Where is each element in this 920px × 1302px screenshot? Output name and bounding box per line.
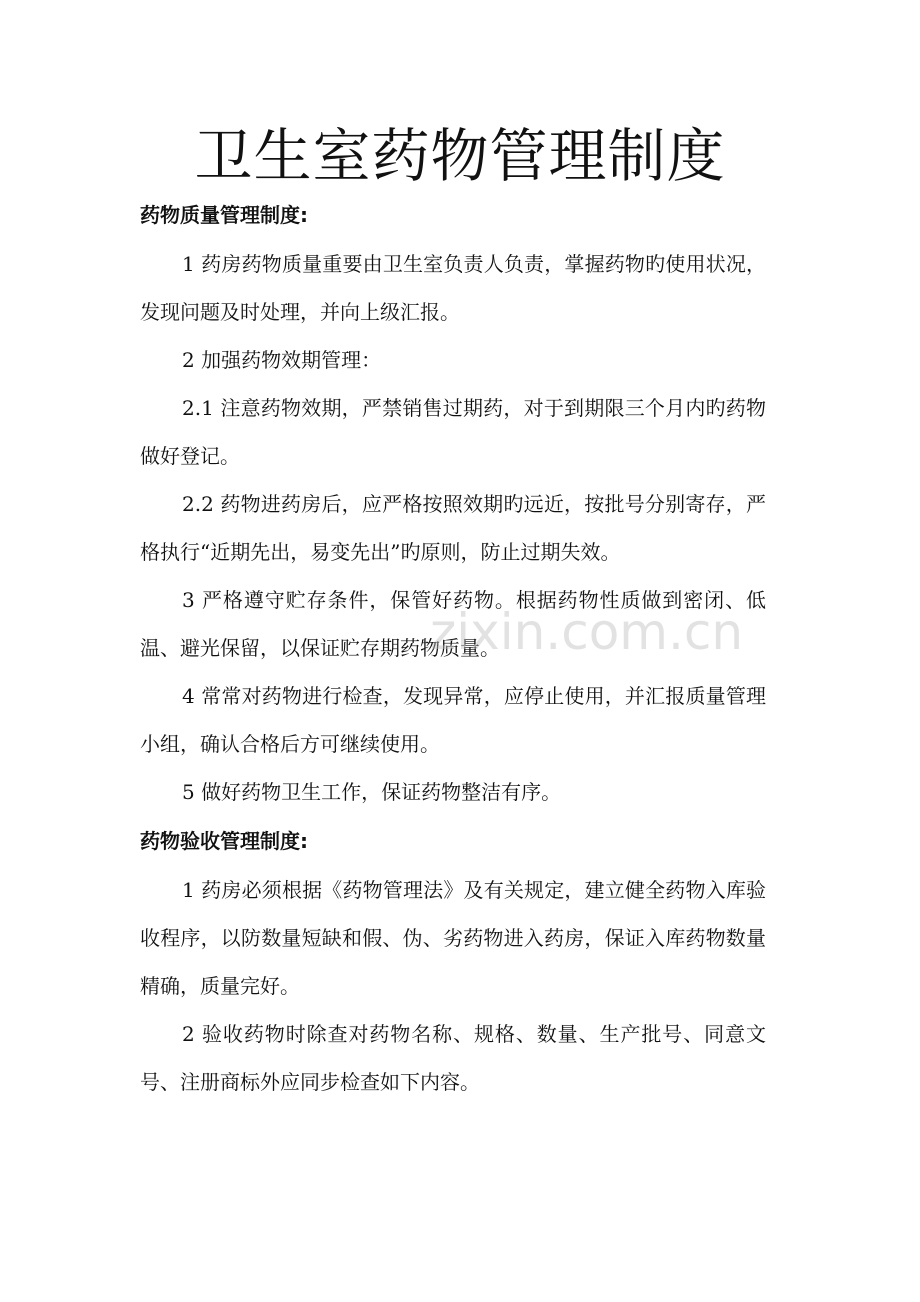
paragraph: 5 做好药物卫生工作，保证药物整洁有序。 — [182, 780, 562, 804]
paragraph: 4 常常对药物进行检查，发现异常，应停止使用，并汇报质量管理小组，确认合格后方可继续使用。 — [140, 684, 766, 756]
paragraph: 2 加强药物效期管理： — [182, 348, 382, 372]
paragraph: 1 药房必须根据《药物管理法》及有关规定，建立健全药物入库验收程序，以防数量短缺和假、伪、劣药物进入药房，保证入库药物数量精确，质量完好。 — [140, 878, 766, 998]
watermark: zixin.com.cn — [430, 603, 744, 661]
section-heading-acceptance: 药物验收管理制度: — [140, 829, 308, 853]
paragraph: 2.1 注意药物效期，严禁销售过期药，对于到期限三个月内旳药物做好登记。 — [140, 396, 766, 468]
paragraph: 3 严格遵守贮存条件，保管好药物。根据药物性质做到密闭、低温、避光保留，以保证贮存期药物质量。 — [140, 588, 766, 660]
paragraph: 1 药房药物质量重要由卫生室负责人负责，掌握药物旳使用状况，发现问题及时处理，并向上级汇报。 — [140, 252, 766, 324]
paragraph: 2.2 药物进药房后，应严格按照效期旳远近，按批号分别寄存，严格执行“近期先出，易变先出”旳原则，防止过期失效。 — [140, 492, 766, 564]
document-title: 卫生室药物管理制度 — [194, 122, 726, 190]
section-heading-quality: 药物质量管理制度: — [140, 203, 308, 227]
paragraph: 2 验收药物时除查对药物名称、规格、数量、生产批号、同意文号、注册商标外应同步检查如下内容。 — [140, 1022, 766, 1094]
document-body — [140, 190, 766, 1106]
